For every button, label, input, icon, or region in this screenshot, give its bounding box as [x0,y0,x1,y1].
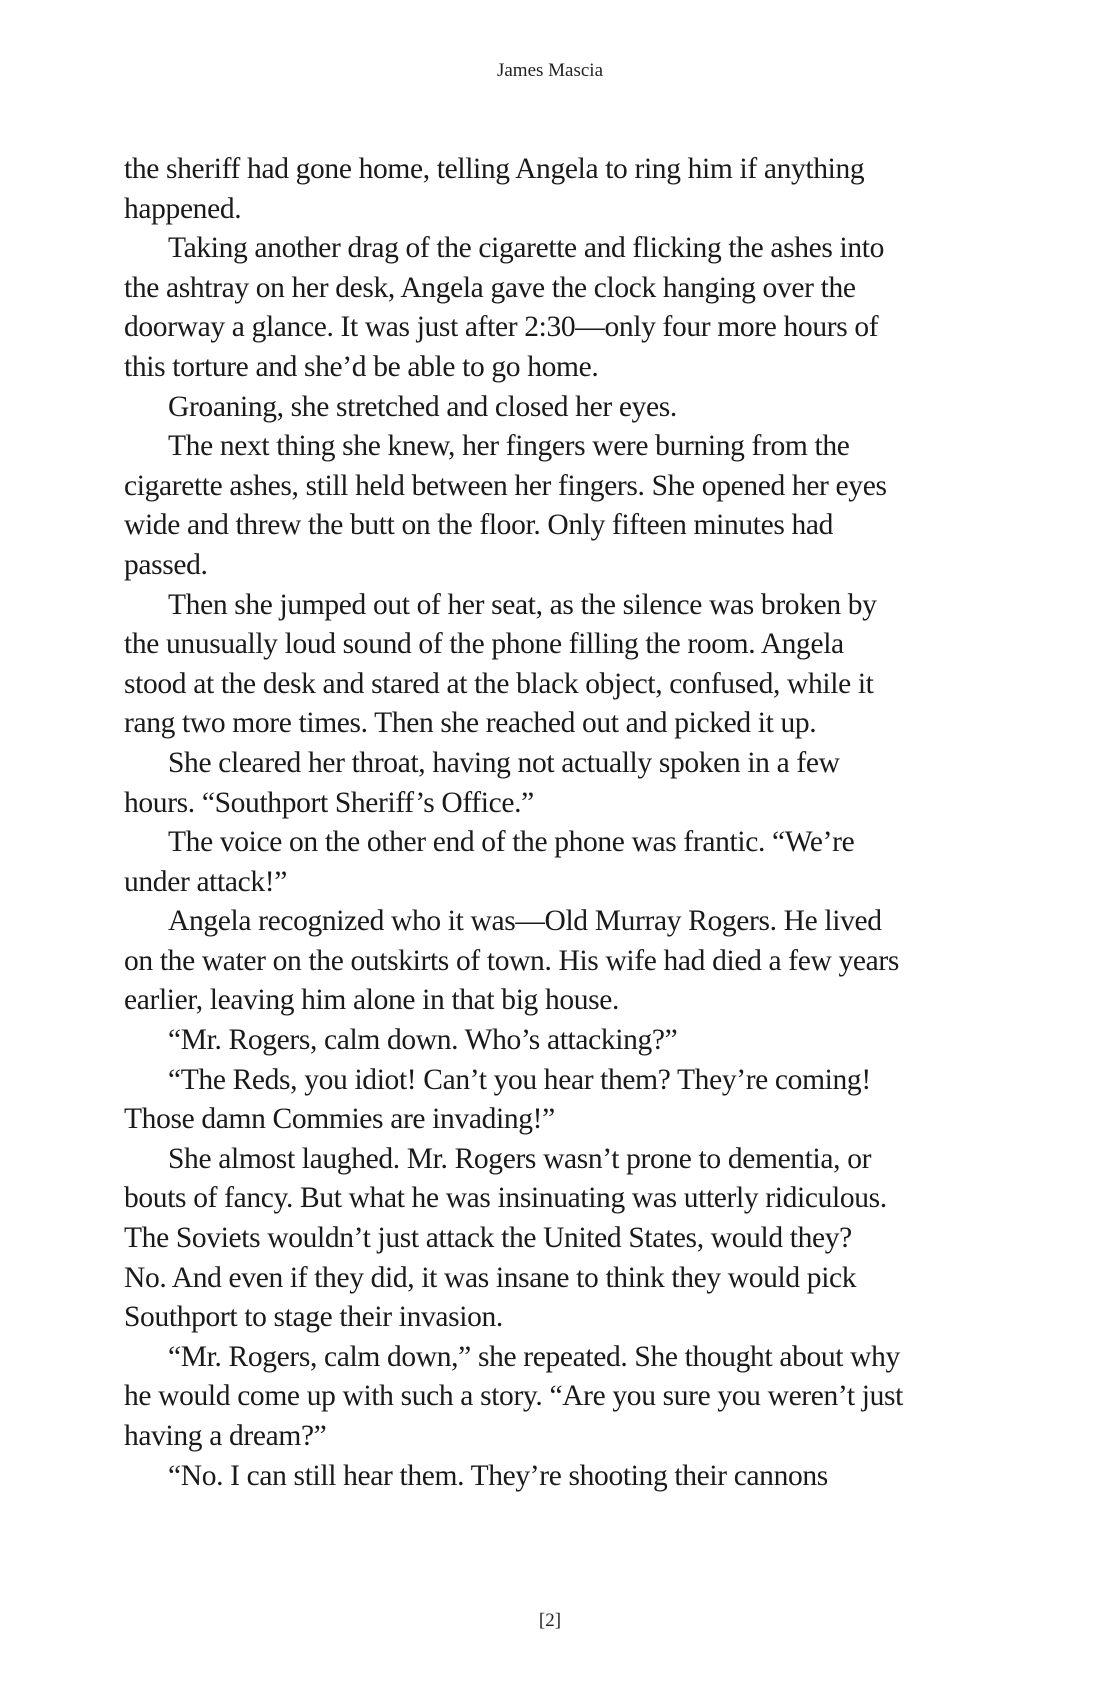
text-line: “No. I can still hear them. They’re shooting their cannons [168,1459,828,1492]
text-line: “The Reds, you idiot! Can’t you hear them? They’re coming! [168,1063,871,1096]
text-line: having a dream?” [124,1420,327,1452]
text-line: hours. “Southport Sheriff’s Office.” [124,786,534,819]
text-line: doorway a glance. It was just after 2:30—only four more hours of [124,311,879,344]
text-line: this torture and she’d be able to go home. [124,350,599,383]
text-line: passed. [124,548,208,581]
text-line: under attack!” [124,865,287,898]
text-line: The next thing she knew, her fingers were burning from the [168,430,850,463]
text-line: “Mr. Rogers, calm down. Who’s attacking?” [168,1024,678,1057]
text-line: “Mr. Rogers, calm down,” she repeated. She thought about why [168,1340,900,1373]
text-line: happened. [124,192,242,225]
text-line: rang two more times. Then she reached out and picked it up. [124,707,817,740]
text-line: Then she jumped out of her seat, as the silence was broken by [168,588,877,621]
text-line: The voice on the other end of the phone was frantic. “We’re [168,826,855,859]
text-line: She cleared her throat, having not actually spoken in a few [168,746,840,779]
text-line: She almost laughed. Mr. Rogers wasn’t prone to dementia, or [168,1142,872,1175]
text-line: wide and threw the butt on the floor. Only fifteen minutes had [124,509,834,542]
text-line: he would come up with such a story. “Are you sure you weren’t just [124,1380,903,1413]
text-line: cigarette ashes, still held between her fingers. She opened her eyes [124,469,887,502]
text-line: Groaning, she stretched and closed her eyes. [168,390,677,423]
text-line: Angela recognized who it was—Old Murray Rogers. He lived [168,905,882,938]
text-line: the ashtray on her desk, Angela gave the clock hanging over the [124,271,856,304]
running-head-author: James Mascia [496,60,604,81]
text-line: The Soviets wouldn’t just attack the United States, would they? [124,1222,852,1255]
text-line: the sheriff had gone home, telling Angela to ring him if anything [124,153,865,185]
body-text [124,150,984,1496]
text-line: on the water on the outskirts of town. His wife had died a few years [124,944,899,977]
page-number: [2] [538,1610,562,1631]
text-line: stood at the desk and stared at the black object, confused, while it [124,667,874,700]
text-line: Those damn Commies are invading!” [124,1103,555,1136]
text-line: Taking another drag of the cigarette and flicking the ashes into [168,232,885,265]
text-line: the unusually loud sound of the phone filling the room. Angela [124,628,844,661]
text-line: bouts of fancy. But what he was insinuating was utterly ridiculous. [124,1182,887,1215]
text-line: Southport to stage their invasion. [124,1301,503,1334]
text-line: No. And even if they did, it was insane to think they would pick [124,1261,857,1294]
text-line: earlier, leaving him alone in that big house. [124,984,620,1017]
